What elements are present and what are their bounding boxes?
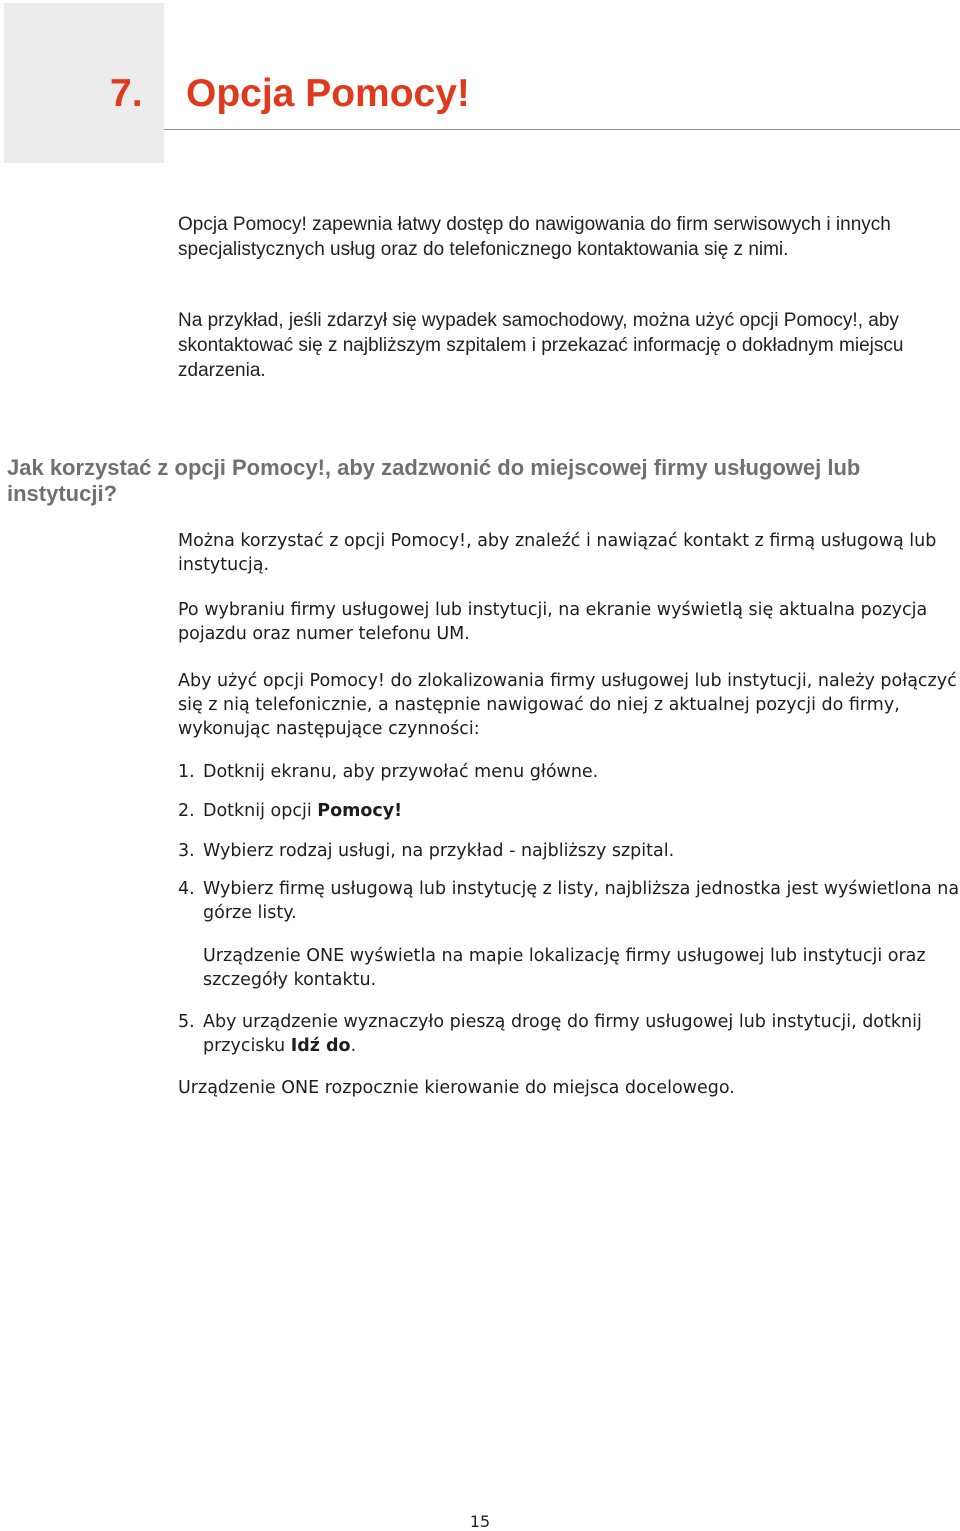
step-text: Aby urządzenie wyznaczyło pieszą drogę do firmy usługowej lub instytucji, dotknij przycisku: [203, 1012, 922, 1056]
page-number: 15: [469, 1512, 491, 1531]
list-item: [178, 877, 960, 925]
chapter-title: [110, 72, 470, 116]
step-text: Dotknij opcji: [203, 801, 318, 821]
list-item: [178, 839, 960, 863]
step-text: Wybierz rodzaj usługi, na przykład - najbliższy szpital.: [203, 841, 675, 861]
step-text: Dotknij ekranu, aby przywołać menu główne.: [203, 762, 599, 782]
list-item: [178, 799, 960, 823]
list-item: [178, 1010, 960, 1058]
section-heading: Jak korzystać z opcji Pomocy!, aby zadzwonić do miejscowej firmy usługowej lub instytucji?: [7, 455, 861, 506]
intro-paragraph: Na przykład, jeśli zdarzył się wypadek samochodowy, można użyć opcji Pomocy!, aby skontaktować się z najbliższym szpitalem i przekazać informację o dokładnym miejscu zdarzenia.: [178, 310, 904, 381]
chapter-title-text: Opcja Pomocy!: [186, 72, 470, 115]
list-item: [178, 760, 960, 784]
intro-paragraph: Opcja Pomocy! zapewnia łatwy dostęp do nawigowania do firm serwisowych i innych specjalistycznych usług oraz do telefonicznego kontaktowania się z nimi.: [178, 214, 891, 260]
title-divider: [164, 129, 960, 130]
body-paragraph: Po wybraniu firmy usługowej lub instytucji, na ekranie wyświetlą się aktualna pozycja pojazdu oraz numer telefonu UM.: [178, 600, 928, 644]
step-text: Wybierz firmę usługową lub instytucję z listy, najbliższa jednostka jest wyświetlona na górze listy.: [203, 879, 960, 923]
step-number: 4.: [178, 879, 195, 899]
step-number: 5.: [178, 1012, 195, 1032]
body-paragraph: Aby użyć opcji Pomocy! do zlokalizowania firmy usługowej lub instytucji, należy połączyć się z nią telefonicznie, a następnie nawigować do niej z aktualnej pozycji do firmy, wykonując następujące czynności:: [178, 671, 957, 739]
step-number: 1.: [178, 762, 195, 782]
closing-paragraph: Urządzenie ONE rozpocznie kierowanie do miejsca docelowego.: [178, 1078, 735, 1098]
step-number: 3.: [178, 841, 195, 861]
step-bold-label: Pomocy!: [317, 801, 403, 821]
step-text-end: .: [350, 1036, 357, 1056]
step-note: [178, 944, 960, 992]
step-bold-label: Idź do: [290, 1036, 351, 1056]
body-paragraph: Można korzystać z opcji Pomocy!, aby znaleźć i nawiązać kontakt z firmą usługową lub instytucją.: [178, 531, 937, 575]
step-note-text: Urządzenie ONE wyświetla na mapie lokalizację firmy usługowej lub instytucji oraz szczegóły kontaktu.: [203, 946, 926, 990]
step-number: 2.: [178, 801, 195, 821]
chapter-number: 7.: [110, 72, 143, 115]
